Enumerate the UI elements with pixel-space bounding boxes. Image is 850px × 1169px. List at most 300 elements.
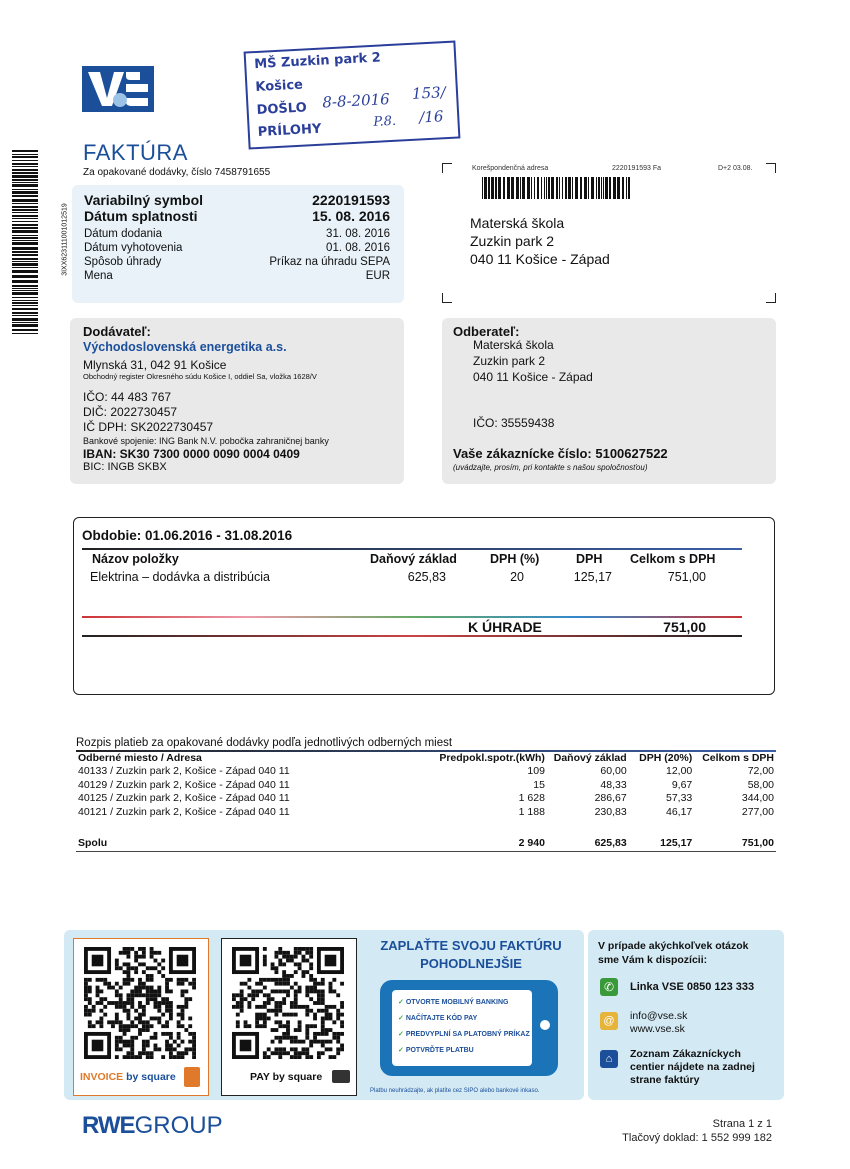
qr-module bbox=[115, 1055, 119, 1059]
qr-finder bbox=[240, 1040, 252, 1052]
barcode-bar bbox=[12, 150, 38, 152]
qr-module bbox=[340, 1044, 344, 1048]
qr-module bbox=[134, 1024, 138, 1028]
qr-module bbox=[184, 1005, 188, 1009]
qr-module bbox=[123, 970, 127, 974]
qr-module bbox=[286, 1032, 290, 1036]
contact-centers: Zoznam Zákazníckych bbox=[630, 1048, 741, 1060]
qr-finder bbox=[92, 1040, 104, 1052]
barcode-bar bbox=[507, 177, 510, 199]
qr-module bbox=[305, 1024, 309, 1028]
barcode-bar bbox=[12, 302, 38, 304]
qr-module bbox=[336, 1036, 340, 1040]
barcode-bar bbox=[12, 163, 38, 165]
qr-module bbox=[244, 982, 248, 986]
qr-module bbox=[188, 997, 192, 1001]
qr-module bbox=[138, 1005, 142, 1009]
qr-module bbox=[99, 989, 103, 993]
qr-module bbox=[123, 947, 127, 951]
qr-module bbox=[126, 951, 130, 955]
qr-module bbox=[192, 1051, 196, 1055]
qr-module bbox=[177, 1036, 181, 1040]
col-header: Predpokl.spotr.(kWh) bbox=[439, 751, 545, 764]
qr-module bbox=[126, 1017, 130, 1021]
qr-module bbox=[263, 1017, 267, 1021]
qr-module bbox=[165, 1024, 169, 1028]
qr-module bbox=[188, 1024, 192, 1028]
qr-module bbox=[329, 989, 333, 993]
qr-module bbox=[126, 1013, 130, 1017]
qr-module bbox=[302, 1005, 306, 1009]
qr-module bbox=[278, 1009, 282, 1013]
barcode-bar bbox=[628, 177, 630, 199]
qr-module bbox=[286, 1028, 290, 1032]
qr-module bbox=[247, 986, 251, 990]
qr-module bbox=[126, 974, 130, 978]
qr-module bbox=[286, 1036, 290, 1040]
qr-module bbox=[282, 1047, 286, 1051]
qr-module bbox=[305, 951, 309, 955]
qr-module bbox=[126, 1009, 130, 1013]
qr-module bbox=[115, 1013, 119, 1017]
qr-module bbox=[286, 1020, 290, 1024]
qr-module bbox=[157, 1020, 161, 1024]
qr-module bbox=[294, 962, 298, 966]
table-header-row bbox=[76, 752, 776, 766]
qr-module bbox=[157, 989, 161, 993]
qr-module bbox=[321, 982, 325, 986]
qr-module bbox=[123, 1024, 127, 1028]
qr-module bbox=[154, 1001, 158, 1005]
qr-module bbox=[142, 951, 146, 955]
side-code-text: 3IXX623111001012519 bbox=[61, 203, 69, 276]
qr-module bbox=[126, 966, 130, 970]
qr-module bbox=[142, 947, 146, 951]
qr-module bbox=[150, 974, 154, 978]
qr-module bbox=[321, 1044, 325, 1048]
supplier-iban: IBAN: SK30 7300 0000 0090 0004 0409 bbox=[83, 447, 300, 461]
barcode-bar bbox=[617, 177, 620, 199]
invoice-info-box bbox=[72, 185, 404, 303]
qr-module bbox=[305, 1028, 309, 1032]
qr-module bbox=[240, 1009, 244, 1013]
qr-module bbox=[134, 1036, 138, 1040]
qr-module bbox=[157, 962, 161, 966]
qr-module bbox=[126, 947, 130, 951]
cell: 40133 / Zuzkin park 2, Košice - Západ 040 11 bbox=[78, 765, 290, 777]
qr-module bbox=[302, 1051, 306, 1055]
barcode-bar bbox=[556, 177, 558, 199]
qr-module bbox=[286, 978, 290, 982]
pay-qr-code[interactable] bbox=[232, 947, 344, 1059]
qr-module bbox=[181, 1017, 185, 1021]
qr-module bbox=[255, 1013, 259, 1017]
qr-module bbox=[294, 1028, 298, 1032]
qr-module bbox=[267, 1001, 271, 1005]
qr-module bbox=[255, 1020, 259, 1024]
barcode-bar bbox=[591, 177, 594, 199]
currency-label: Mena bbox=[84, 270, 113, 282]
qr-module bbox=[294, 1001, 298, 1005]
qr-module bbox=[142, 1047, 146, 1051]
qr-module bbox=[142, 970, 146, 974]
page-number: Strana 1 z 1 bbox=[712, 1118, 772, 1130]
barcode-bar bbox=[495, 177, 497, 199]
barcode-bar bbox=[12, 280, 38, 283]
crop-mark bbox=[442, 293, 452, 303]
qr-module bbox=[126, 1040, 130, 1044]
barcode-bar bbox=[12, 166, 38, 167]
supplier-name: Východoslovenská energetika a.s. bbox=[83, 340, 287, 354]
qr-module bbox=[181, 1005, 185, 1009]
payment-method-value: Príkaz na úhradu SEPA bbox=[269, 256, 390, 268]
qr-module bbox=[294, 955, 298, 959]
qr-module bbox=[157, 970, 161, 974]
barcode-bar bbox=[12, 169, 38, 171]
invoice-qr-code[interactable] bbox=[84, 947, 196, 1059]
customer-line: 040 11 Košice - Západ bbox=[473, 370, 593, 384]
qr-module bbox=[236, 1005, 240, 1009]
qr-module bbox=[119, 986, 123, 990]
barcode-bar bbox=[584, 177, 587, 199]
invoice-by-square-label: INVOICE bbox=[80, 1071, 124, 1083]
qr-module bbox=[184, 997, 188, 1001]
cell: 9,67 bbox=[671, 778, 693, 791]
qr-module bbox=[126, 970, 130, 974]
qr-module bbox=[130, 978, 134, 982]
qr-module bbox=[169, 1051, 173, 1055]
qr-module bbox=[336, 1051, 340, 1055]
barcode-bar bbox=[12, 235, 38, 236]
qr-module bbox=[181, 989, 185, 993]
qr-module bbox=[317, 993, 321, 997]
barcode-bar bbox=[12, 175, 38, 178]
qr-module bbox=[329, 1040, 333, 1044]
qr-module bbox=[84, 978, 88, 982]
customer-line: Zuzkin park 2 bbox=[473, 354, 546, 368]
barcode-bar bbox=[601, 177, 602, 199]
qr-module bbox=[232, 1005, 236, 1009]
qr-module bbox=[290, 1001, 294, 1005]
barcode-bar bbox=[484, 177, 487, 199]
barcode-bar bbox=[12, 230, 38, 233]
qr-module bbox=[294, 1036, 298, 1040]
barcode-bar bbox=[12, 318, 38, 321]
qr-module bbox=[154, 997, 158, 1001]
barcode-bar bbox=[622, 177, 624, 199]
qr-module bbox=[305, 947, 309, 951]
qr-module bbox=[142, 1024, 146, 1028]
qr-module bbox=[321, 989, 325, 993]
qr-module bbox=[154, 1017, 158, 1021]
qr-module bbox=[282, 955, 286, 959]
qr-module bbox=[119, 1028, 123, 1032]
pay-by-square-label: PAY by square bbox=[250, 1071, 323, 1083]
qr-module bbox=[165, 1032, 169, 1036]
qr-module bbox=[329, 1047, 333, 1051]
qr-module bbox=[99, 1024, 103, 1028]
variable-symbol-label: Variabilný symbol bbox=[84, 192, 204, 208]
barcode-bar bbox=[551, 177, 554, 199]
rule bbox=[82, 635, 742, 637]
qr-module bbox=[282, 1013, 286, 1017]
cell: 286,67 bbox=[594, 792, 627, 804]
qr-module bbox=[150, 966, 154, 970]
qr-module bbox=[126, 978, 130, 982]
barcode-bar bbox=[516, 177, 519, 199]
qr-module bbox=[340, 1047, 344, 1051]
item-vat-rate: 20 bbox=[510, 570, 524, 584]
qr-module bbox=[282, 1001, 286, 1005]
barcode-bar bbox=[12, 315, 38, 316]
qr-module bbox=[240, 1001, 244, 1005]
qr-module bbox=[154, 993, 158, 997]
barcode-bar bbox=[482, 177, 483, 199]
qr-module bbox=[111, 1024, 115, 1028]
barcode-bar bbox=[12, 227, 38, 229]
cell: 48,33 bbox=[600, 778, 627, 791]
qr-module bbox=[294, 1051, 298, 1055]
qr-module bbox=[146, 1028, 150, 1032]
qr-module bbox=[329, 1055, 333, 1059]
qr-module bbox=[317, 1032, 321, 1036]
qr-module bbox=[119, 951, 123, 955]
qr-module bbox=[313, 1040, 317, 1044]
qr-module bbox=[192, 1040, 196, 1044]
barcode-bar bbox=[565, 177, 567, 199]
rwe-group-logo: RWEGROUP bbox=[82, 1112, 223, 1139]
qr-module bbox=[313, 1017, 317, 1021]
table-row bbox=[76, 806, 776, 820]
barcode-bar bbox=[12, 285, 38, 287]
qr-module bbox=[278, 1055, 282, 1059]
barcode-bar bbox=[12, 329, 38, 331]
qr-module bbox=[267, 1047, 271, 1051]
qr-module bbox=[232, 993, 236, 997]
invoice-title: FAKTÚRA bbox=[83, 140, 188, 165]
qr-module bbox=[111, 1020, 115, 1024]
stamp-handwriting: 8-8-2016 bbox=[321, 90, 391, 112]
qr-module bbox=[329, 1028, 333, 1032]
cell: Spolu bbox=[78, 837, 108, 849]
qr-module bbox=[240, 989, 244, 993]
contact-web[interactable]: www.vse.sk bbox=[630, 1023, 685, 1035]
table-sum-row bbox=[76, 837, 776, 851]
qr-module bbox=[181, 1040, 185, 1044]
barcode-bar bbox=[568, 177, 571, 199]
qr-module bbox=[298, 1040, 302, 1044]
table-row bbox=[76, 779, 776, 793]
supplier-heading: Dodávateľ: bbox=[83, 324, 151, 339]
stamp-line: Košice bbox=[255, 77, 304, 96]
qr-module bbox=[336, 1013, 340, 1017]
qr-module bbox=[317, 997, 321, 1001]
qr-module bbox=[154, 1032, 158, 1036]
qr-module bbox=[150, 951, 154, 955]
qr-module bbox=[92, 1009, 96, 1013]
issue-date-label: Dátum vyhotovenia bbox=[84, 242, 183, 254]
qr-module bbox=[165, 982, 169, 986]
barcode-bar bbox=[12, 297, 38, 298]
qr-module bbox=[274, 1020, 278, 1024]
barcode-bar bbox=[503, 177, 505, 199]
qr-module bbox=[142, 1040, 146, 1044]
payment-breakdown bbox=[76, 737, 776, 852]
billing-period-box bbox=[73, 517, 775, 695]
qr-module bbox=[138, 1020, 142, 1024]
qr-module bbox=[99, 1009, 103, 1013]
qr-module bbox=[282, 978, 286, 982]
qr-module bbox=[165, 1001, 169, 1005]
qr-module bbox=[294, 951, 298, 955]
qr-module bbox=[244, 997, 248, 1001]
qr-module bbox=[286, 959, 290, 963]
qr-module bbox=[294, 997, 298, 1001]
qr-module bbox=[142, 955, 146, 959]
qr-module bbox=[278, 959, 282, 963]
qr-module bbox=[188, 1032, 192, 1036]
customer-heading: Odberateľ: bbox=[453, 324, 520, 339]
pay-heading: ZAPLAŤTE SVOJU FAKTÚRU bbox=[380, 938, 562, 953]
qr-module bbox=[126, 1028, 130, 1032]
qr-module bbox=[150, 993, 154, 997]
contact-email[interactable]: info@vse.sk bbox=[630, 1010, 688, 1022]
qr-module bbox=[340, 1005, 344, 1009]
qr-module bbox=[119, 1036, 123, 1040]
customer-number: Vaše zákaznícke číslo: 5100627522 bbox=[453, 446, 668, 461]
variable-symbol-value: 2220191593 bbox=[312, 192, 390, 208]
qr-module bbox=[115, 959, 119, 963]
qr-module bbox=[271, 1040, 275, 1044]
table-row bbox=[76, 765, 776, 779]
barcode-bar bbox=[12, 212, 38, 213]
barcode-bar bbox=[562, 177, 563, 199]
qr-module bbox=[115, 966, 119, 970]
recipient-line: Materská škola bbox=[470, 215, 565, 231]
qr-module bbox=[115, 1044, 119, 1048]
qr-module bbox=[255, 982, 259, 986]
barcode-bar bbox=[580, 177, 582, 199]
qr-module bbox=[317, 1055, 321, 1059]
qr-module bbox=[126, 1055, 130, 1059]
rule bbox=[82, 548, 742, 550]
qr-module bbox=[146, 1055, 150, 1059]
qr-module bbox=[329, 982, 333, 986]
qr-module bbox=[274, 1009, 278, 1013]
contact-phone[interactable]: Linka VSE 0850 123 333 bbox=[630, 981, 755, 993]
qr-module bbox=[240, 982, 244, 986]
barcode-bar bbox=[12, 263, 38, 266]
barcode-bar bbox=[12, 224, 38, 226]
qr-module bbox=[317, 982, 321, 986]
qr-module bbox=[96, 1001, 100, 1005]
qr-module bbox=[267, 1017, 271, 1021]
qr-module bbox=[150, 1036, 154, 1040]
qr-module bbox=[177, 1051, 181, 1055]
qr-module bbox=[146, 974, 150, 978]
qr-module bbox=[126, 982, 130, 986]
qr-module bbox=[298, 1020, 302, 1024]
cell: 1 628 bbox=[518, 792, 545, 804]
qr-module bbox=[184, 1051, 188, 1055]
side-code bbox=[52, 150, 69, 336]
qr-module bbox=[107, 986, 111, 990]
qr-module bbox=[309, 974, 313, 978]
qr-module bbox=[157, 1005, 161, 1009]
rule bbox=[82, 616, 742, 618]
col-header-base: Daňový základ bbox=[370, 552, 457, 566]
qr-module bbox=[282, 951, 286, 955]
qr-module bbox=[309, 1040, 313, 1044]
barcode-bar bbox=[609, 177, 611, 199]
qr-module bbox=[146, 1051, 150, 1055]
qr-module bbox=[309, 978, 313, 982]
qr-module bbox=[150, 1055, 154, 1059]
cell: 277,00 bbox=[741, 805, 774, 818]
qr-module bbox=[84, 1005, 88, 1009]
qr-module bbox=[286, 993, 290, 997]
barcode-bar bbox=[588, 177, 589, 199]
barcode-bar bbox=[12, 312, 38, 314]
barcode-bar bbox=[12, 203, 38, 204]
qr-module bbox=[138, 1032, 142, 1036]
qr-module bbox=[298, 1055, 302, 1059]
supplier-icdph: IČ DPH: SK2022730457 bbox=[83, 420, 214, 434]
qr-module bbox=[173, 1040, 177, 1044]
qr-module bbox=[138, 1013, 142, 1017]
side-barcode bbox=[12, 150, 38, 336]
qr-module bbox=[134, 986, 138, 990]
qr-module bbox=[294, 1055, 298, 1059]
barcode-bar bbox=[12, 184, 38, 187]
delivery-date-value: 31. 08. 2016 bbox=[326, 228, 390, 240]
qr-module bbox=[138, 1001, 142, 1005]
qr-module bbox=[294, 1013, 298, 1017]
qr-module bbox=[146, 986, 150, 990]
qr-module bbox=[99, 997, 103, 1001]
qr-module bbox=[146, 1040, 150, 1044]
qr-module bbox=[192, 982, 196, 986]
item-name: Elektrina – dodávka a distribúcia bbox=[90, 570, 270, 584]
cell: 15 bbox=[533, 778, 545, 791]
qr-module bbox=[146, 1044, 150, 1048]
invoice-subtitle: Za opakované dodávky, číslo 7458791655 bbox=[83, 167, 271, 178]
col-header-total: Celkom s DPH bbox=[630, 552, 716, 566]
qr-module bbox=[165, 1047, 169, 1051]
qr-module bbox=[123, 1028, 127, 1032]
crop-mark bbox=[766, 293, 776, 303]
col-header: Daňový základ bbox=[553, 751, 627, 764]
qr-module bbox=[282, 1032, 286, 1036]
qr-module bbox=[173, 1055, 177, 1059]
barcode-bar bbox=[12, 333, 38, 334]
total-value: 751,00 bbox=[663, 619, 706, 635]
cell: 344,00 bbox=[741, 792, 774, 804]
qr-module bbox=[130, 1044, 134, 1048]
qr-module bbox=[259, 1024, 263, 1028]
qr-module bbox=[123, 962, 127, 966]
qr-module bbox=[161, 1032, 165, 1036]
qr-module bbox=[286, 982, 290, 986]
qr-module bbox=[134, 989, 138, 993]
vse-logo bbox=[82, 66, 154, 112]
qr-module bbox=[154, 1036, 158, 1040]
barcode-bar bbox=[544, 177, 545, 199]
qr-module bbox=[255, 1005, 259, 1009]
qr-module bbox=[184, 1028, 188, 1032]
qr-module bbox=[138, 986, 142, 990]
qr-module bbox=[123, 1001, 127, 1005]
